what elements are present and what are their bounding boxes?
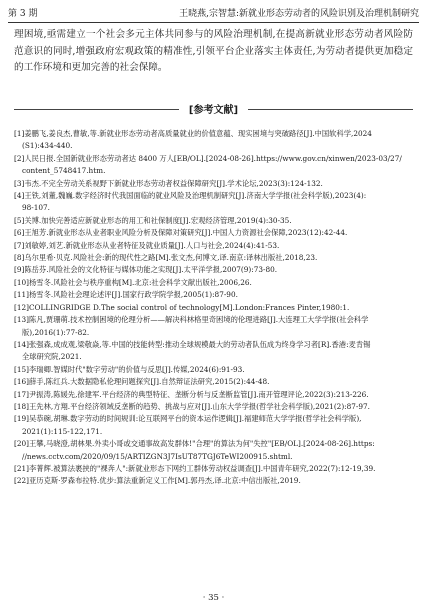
reference-text: [12]COLLINGRIDGE D.The social control of technology[M].London:Frances Pinter,1980:1. — [14, 302, 350, 312]
running-title: 王晓燕,宗智慧:新就业形态劳动者的风险识别及治理机制研究 — [179, 9, 419, 19]
reference-text: [19]吴恭碗,胡琳.数字劳动的时间规训:论互联网平台的资本运作逻辑[J].福建师范大学学报(哲学社会科学版), — [14, 414, 362, 424]
reference-continuation: 版),2016(1):77-82. — [22, 327, 90, 337]
reference-item — [14, 339, 415, 364]
body-paragraph: 理困境,亟需建立一个社会多元主体共同参与的风险治理机制,在提高新就业形态劳动者风险防范意识的同时,增强政府宏观政策的精准性,引领平台企业落实主体责任,为劳动者提供更加稳定的工作环境和更加完善的社会保障。 — [14, 29, 413, 73]
reference-continuation: (S1):434-440. — [22, 141, 73, 151]
reference-text: [2]人民日报.全国新就业形态劳动者达 8400 万人[EB/OL].[2024-08-26].https://www.gov.cn/xinwen/2023-03/27/ — [14, 153, 402, 163]
reference-text: [13]陈凡,贾珊萌.技术控制困境的伦理分析——解决科林格里奇困境的伦理进路[J].大连理工大学学报(社会科学 — [14, 315, 369, 325]
reference-text: [7]刘敏婷,刘艺.新就业形态从业者特征及就业质量[J].人口与社会,2024(4):41-53. — [14, 240, 280, 250]
reference-text: [16]薛手,陈红兵.大数据隐私伦理问题探究[J].自然辩证法研究,2015(2):44-48. — [14, 377, 270, 387]
issue-number: 第 3 期 — [8, 9, 38, 19]
reference-text: [14]张强森,成成观,梁敬焱,等.中国的技能转型:推动全球规模最大的劳动者队伍成为终身学习者[R].香港:麦肯锡 — [14, 339, 371, 349]
page-number: · 35 · — [202, 593, 225, 603]
reference-text: [4]王铁,刘董,魏巍.数字经济时代我国面临的就业风险及治理机制研究[J].济南大学学报(社会科学版),2023(4): — [14, 191, 367, 201]
references-heading-rule — [14, 98, 413, 120]
reference-text: [5]关博.加快完善适应新就业形态的用工和社保制度[J].宏观经济管理,2019(4):30-35. — [14, 215, 292, 225]
reference-text: [10]杨雪冬.风险社会与秩序重构[M].北京:社会科学文献出版社,2006,26. — [14, 277, 252, 287]
reference-item — [14, 475, 415, 487]
reference-item — [14, 128, 415, 153]
reference-item — [14, 302, 415, 314]
reference-list — [14, 128, 415, 488]
reference-item — [14, 401, 415, 413]
reference-text: [15]李瑞卿.智媒时代"数字劳动"的价值与反思[J].传媒,2024(6):91-93. — [14, 364, 245, 374]
reference-item — [14, 277, 415, 289]
reference-item — [14, 438, 415, 463]
reference-continuation: content_5748417.htm. — [22, 166, 106, 176]
references-heading: [参考文献] — [179, 100, 248, 122]
reference-continuation: 全球研究院,2021. — [22, 352, 82, 362]
reference-text: [3]韦杰.不完全劳动关系视野下新就业形态劳动者权益保障研究[J].学术论坛,2023(3):124-132. — [14, 178, 323, 188]
reference-item — [14, 215, 415, 227]
reference-item — [14, 240, 415, 252]
reference-item — [14, 314, 415, 339]
reference-item — [14, 252, 415, 264]
reference-text: [17]尹振涛,陈媛先,徐建军.平台经济的典型特征、垄断分析与反垄断监管[J].南开管理评论,2022(3):213-226. — [14, 389, 369, 399]
reference-item — [14, 376, 415, 388]
reference-text: [6]王旭芳.新就业形态从业者职业风险分析及保障对策研究[J].中国人力资源社会保障,2023(12):42-44. — [14, 228, 348, 238]
reference-item — [14, 463, 415, 475]
reference-text: [11]杨雪冬.风险社会理论述评[J].国家行政学院学报,2005(1):87-90. — [14, 290, 238, 300]
reference-item — [14, 153, 415, 178]
reference-text: [20]王攀,马晓澄,胡林果.外卖小哥或交通事故高发群体!"合理"的算法为何"失控"[EB/OL].[2024-08-26].https: — [14, 439, 375, 449]
reference-text: [22]亚历克斯·罗森布拉特.优步:算法重新定义工作[M].郭丹杰,译.北京:中信出版社,2019. — [14, 476, 301, 486]
reference-item — [14, 289, 415, 301]
reference-item — [14, 227, 415, 239]
reference-item — [14, 389, 415, 401]
reference-item — [14, 264, 415, 276]
reference-text: [1]姜鹏飞,姜良杰,曹敏,等.新就业形态劳动者高质量就业的价值意蕴、现实困境与突破路径[J].中国软科学,2024 — [14, 129, 372, 138]
reference-continuation: 2021(1):115-122,171. — [22, 426, 103, 436]
reference-item — [14, 190, 415, 215]
reference-text: [18]王先林,方翔.平台经济领域反垄断的趋势、挑战与应对[J].山东大学学报(哲学社会科学版),2021(2):87-97. — [14, 401, 370, 411]
reference-text: [9]陈岳芬.风险社会的文化特征与媒体功能之实现[J].太平洋学报,2007(9):73-80. — [14, 265, 278, 275]
reference-continuation: 98-107. — [22, 203, 50, 213]
reference-item — [14, 364, 415, 376]
reference-continuation: //news.cctv.com/2020/09/15/ARTIZGN3J7IsUT87TGJ6TeWI200915.shtml. — [22, 451, 293, 461]
reference-item — [14, 178, 415, 190]
reference-text: [8]乌尔里希·贝克.风险社会:新的现代性之路[M].张文杰,何博文,译.南京:译林出版社,2018,23. — [14, 253, 318, 263]
reference-item — [14, 413, 415, 438]
running-header — [8, 6, 419, 23]
reference-text: [21]李菁辉.被算法裹挟的"裸奔人":新就业形态下网约工群体劳动权益调查[J].中国青年研究,2022(7):12-19,39. — [14, 463, 376, 473]
